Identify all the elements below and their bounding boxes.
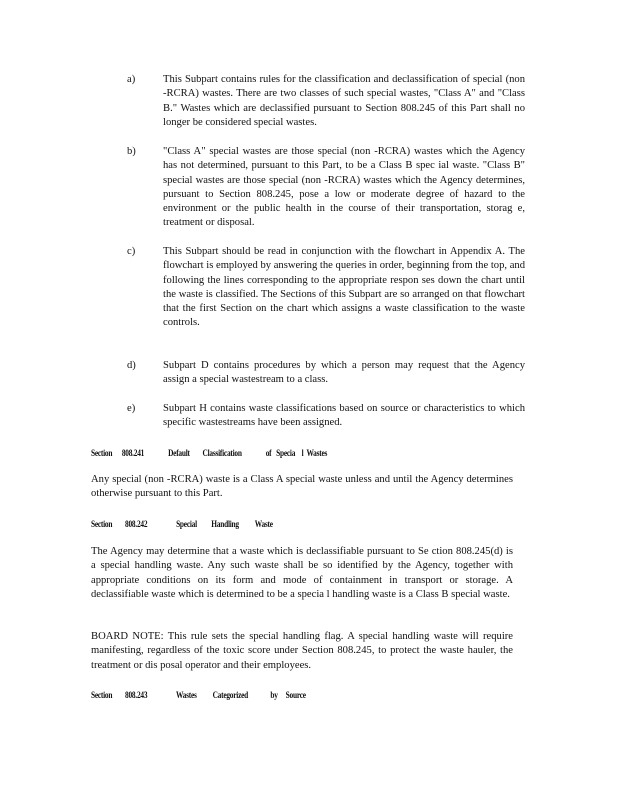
list-letter: a)	[127, 74, 136, 85]
section-body-808-242: The Agency may determine that a waste which is declassifiable pursuant to Se ction 808.245(d) is a special handling waste. Any such waste shall be so identified by the Agency, together with appropriate conditions on its form and mode of containment in transport or storage. A declassifiable waste which is determined to be a specia l handling waste is a Class B special waste.	[91, 546, 513, 600]
list-text: This Subpart should be read in conjunction with the flowchart in Appendix A. The flowchart is employed by answering the queries in order, beginning from the top, and following the lines corresponding to the appropriate respon ses down the chart until the waste is classified. The Sections of this Subpart are so arranged on that flowchart that the first Section on the chart which assigns a waste classification to the waste controls.	[163, 246, 525, 329]
section-heading-808-242: Section 808.242 Special Handling Waste	[91, 519, 273, 529]
section-heading-808-243: Section 808.243 Wastes Categorized by Source	[91, 690, 306, 700]
list-text: This Subpart contains rules for the classification and declassification of special (non -RCRA) wastes. There are two classes of such special wastes, "Class A" and "Class B." Wastes which are declassified pursuant to Section 808.245 of this Part shall no longer be considered special wastes.	[163, 74, 525, 128]
section-heading-808-241: Section 808.241 Default Classification of Specia l Wastes	[91, 448, 328, 458]
section-body-808-241: Any special (non -RCRA) waste is a Class A special waste unless and until the Agency determines otherwise pursuant to this Part.	[91, 474, 513, 500]
list-letter: c)	[127, 246, 136, 257]
list-text: Subpart H contains waste classifications based on source or characteristics to which specific wastestreams have been assigned.	[163, 403, 525, 429]
list-text: "Class A" special wastes are those special (non -RCRA) wastes which the Agency has not determined, pursuant to this Part, to be a Class B spec ial waste. "Class B" special wastes are those special (non -RCRA) wastes which the Agency determines, pursuant to Section 808.245, pose a low or moderate degree of hazard to the environment or the public health in the course of their transportation, storag e, treatment or disposal.	[163, 146, 525, 229]
board-note: BOARD NOTE: This rule sets the special handling flag. A special handling waste will require manifesting, regardless of the toxic score under Section 808.245, to protect the waste hauler, the treatment or dis posal operator and their employees.	[91, 631, 513, 671]
list-text: Subpart D contains procedures by which a person may request that the Agency assign a special wastestream to a class.	[163, 360, 525, 386]
list-letter: d)	[127, 360, 136, 371]
list-letter: e)	[127, 403, 136, 414]
list-letter: b)	[127, 146, 136, 157]
